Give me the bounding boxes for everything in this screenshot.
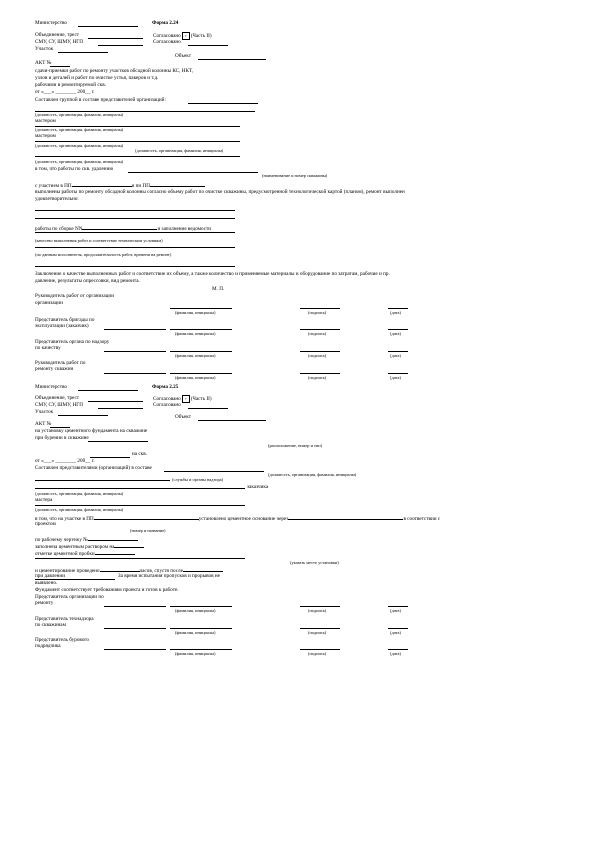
rep1-caption: (должность, организация, фамилия, инициалы) (35, 112, 124, 117)
checkbox[interactable]: + (182, 395, 190, 403)
sign2-head-label-2: ремонту (35, 600, 54, 606)
sign2-3-date-caption: (дата) (390, 651, 401, 656)
well-label-2: на скв. (132, 451, 147, 457)
checkbox[interactable]: + (182, 32, 190, 40)
intro2-line-1: на установку цементного фундамента на скважине (35, 428, 148, 434)
with-part-line: с участием в ПП и пн ПП (35, 181, 205, 189)
approve-label-2: Согласовано + (Часть II) (153, 396, 212, 403)
section-label: проектом (35, 521, 56, 527)
pressure-caption: (указать место установки) (290, 560, 339, 565)
sign-rep-label: Представитель органа по надзору (35, 339, 110, 345)
agreed-label: Согласовано (153, 39, 181, 45)
sign-exec-label: Руководитель работ по (35, 360, 86, 366)
intro-line-3: рабочими в ремонтируемой скв. (35, 82, 106, 88)
act-number-2: АКТ № (35, 421, 52, 427)
sign-1-date-caption: (дата) (390, 310, 401, 315)
tested-line: и цементирование проведено часов, спустя после (35, 566, 223, 574)
sign2-exec-label-2: подрядчика (35, 643, 61, 649)
sign-1-caption: (фамилия, инициалы) (175, 310, 216, 315)
mark-line: отметке цементной пробки (35, 549, 135, 557)
rep2-caption: (должность, организация, фамилия, инициалы) (35, 127, 124, 132)
stamp-line: работы по сборке NN и заполнение ведомости (35, 226, 212, 232)
rep3-caption: (должность, организация, фамилия, инициалы) (35, 143, 124, 148)
sign2-2-sig-caption: (подпись) (308, 630, 327, 635)
sign2-rep-label: Представитель технадзора (35, 616, 94, 622)
sign-4-caption: (фамилия, инициалы) (175, 375, 216, 380)
rep2-1-caption: (должность, организация, фамилия, инициалы) (35, 491, 124, 496)
fill-line: заполнена цементным раствором на (35, 542, 144, 550)
commission-line-2: Составлен представителями (организаций) в составе (35, 465, 152, 471)
conclusion-line-2b: выявлено. (35, 580, 58, 586)
master-label-2: мастером (35, 133, 56, 139)
sign-3-sig-caption: (подпись) (308, 353, 327, 358)
intro2-line-2: при бурении в скважине (35, 435, 89, 441)
conclusion-line-2: давление, результаты опрессовки, вид ремонта. (35, 278, 140, 284)
quality-caption: (качество выполнения работ и соответствие техническим условиям) (35, 238, 163, 243)
notes-caption: (по данным исполнителя, продолжительность работ, времени на ремонт) (35, 252, 172, 257)
description-line-2: удовлетворительно: (35, 196, 79, 202)
association-label-2: Объединение, трест (35, 395, 80, 401)
description-line: выполнены работы по ремонту обсадной колонны согласно объему работ по очистке скважины, предусмотренной технологической картой (планом), ремонт выполнен (35, 189, 405, 195)
form-number: Форма 2.24 (152, 20, 179, 26)
sign-rep-label-2: по качеству (35, 345, 61, 351)
sign-3-caption: (фамилия, инициалы) (175, 353, 216, 358)
sign-head-label-2: организации (35, 300, 63, 306)
sign-master-label: Представитель бригады по (35, 317, 95, 323)
sign-2-caption: (фамилия, инициалы) (175, 331, 216, 336)
smu-label-2: СМУ, СУ, ШМУ, НГП (35, 402, 84, 408)
service-caption: (службы и органы надзора) (172, 477, 224, 482)
rep5-caption: (должность, организация, фамилия, инициалы) (35, 159, 124, 164)
ministry-label-2: Министерство (35, 384, 67, 390)
sign-2-date-caption: (дата) (390, 331, 401, 336)
object-label: Объект (175, 53, 191, 59)
act-date: от «___» ________ 200__ г. (35, 89, 95, 95)
site-label: Участок (35, 46, 54, 52)
commission-line: Составлен группой в составе представителей организаций: (35, 97, 166, 103)
intro-line-1: сдачи-приемки работ по ремонту участков обсадной колонны КС, НКТ, (35, 68, 193, 74)
sign2-2-date-caption: (дата) (390, 630, 401, 635)
sign2-1-sig-caption: (подпись) (308, 608, 327, 613)
intro-line-2: узлов и деталей и работ по очистке устья, пакеров и т.д. (35, 75, 159, 81)
seal-mark: М. П. (212, 286, 225, 292)
well-caption: (наименование и номер скважины) (262, 173, 328, 178)
sign-1-sig-caption: (подпись) (308, 310, 327, 315)
agreed-label-2: Согласовано (153, 402, 181, 408)
act-date-2: от «___» ________ 200__ г. (35, 458, 95, 464)
comm-caption: (должность, организация, фамилия, инициалы) (268, 472, 357, 477)
in-that-line-2: в том, что на участке в ПП установлено цементное основание через в соответствии с (35, 516, 441, 522)
sign2-3-caption: (фамилия, инициалы) (175, 651, 216, 656)
sign-exec-label-2: ремонту скважин (35, 366, 74, 372)
drill-line: по рабочему чертежу № (35, 535, 138, 543)
conclusion-line: Заключение о качестве выполненных работ и соответствие их объему, а также количество и применяемые материалы и оборудование по затратам, рабочие и пр. (35, 271, 390, 277)
pipe-caption: (расположение, номер и тип) (268, 443, 323, 448)
association-label: Объединение, трест (35, 32, 80, 38)
smu-label: СМУ, СУ, ШМУ, НГП (35, 39, 84, 45)
result-line: Фундамент соответствует требованиям проекта и готов к работе. (35, 587, 179, 593)
required-line: при давлении (35, 573, 65, 579)
site-label-2: Участок (35, 409, 54, 415)
sign-master-label-2: эксплуатации (заказчик) (35, 323, 89, 329)
rep-master-label: мастера (35, 497, 53, 503)
sign-4-date-caption: (дата) (390, 375, 401, 380)
sign2-exec-label: Представитель бурового (35, 637, 90, 643)
sign-head-label: Руководитель работ от организации (35, 293, 114, 299)
ministry-label: Министерство (35, 20, 67, 26)
sign2-2-caption: (фамилия, инициалы) (175, 630, 216, 635)
object-label-2: Объект (175, 414, 191, 420)
form-number-2: Форма 2.25 (152, 384, 179, 390)
plan-caption: (номер и название) (130, 528, 166, 533)
sign2-head-label: Представитель организации по (35, 594, 104, 600)
in-that-line: в том, что работы по скв. удалению (35, 166, 114, 172)
sign-2-sig-caption: (подпись) (308, 331, 327, 336)
rep2-2-caption: (должность, организация, фамилия, инициалы) (35, 507, 124, 512)
sign2-rep-label-2: по скважинам (35, 622, 66, 628)
master-label: мастером (35, 118, 56, 124)
approve-label: Согласовано + (Часть II) (153, 33, 212, 40)
act-number: АКТ № (35, 60, 52, 66)
sign-4-sig-caption: (подпись) (308, 375, 327, 380)
rep4-caption: (должность, организация, фамилия, инициалы) (135, 148, 224, 153)
conclusion-line-2a: За время испытания пропусков и прорывов не (118, 573, 220, 579)
sign2-3-sig-caption: (подпись) (308, 651, 327, 656)
sign-3-date-caption: (дата) (390, 353, 401, 358)
customer-label: заказчика (247, 484, 269, 490)
sign2-1-date-caption: (дата) (390, 608, 401, 613)
sign2-1-caption: (фамилия, инициалы) (175, 608, 216, 613)
